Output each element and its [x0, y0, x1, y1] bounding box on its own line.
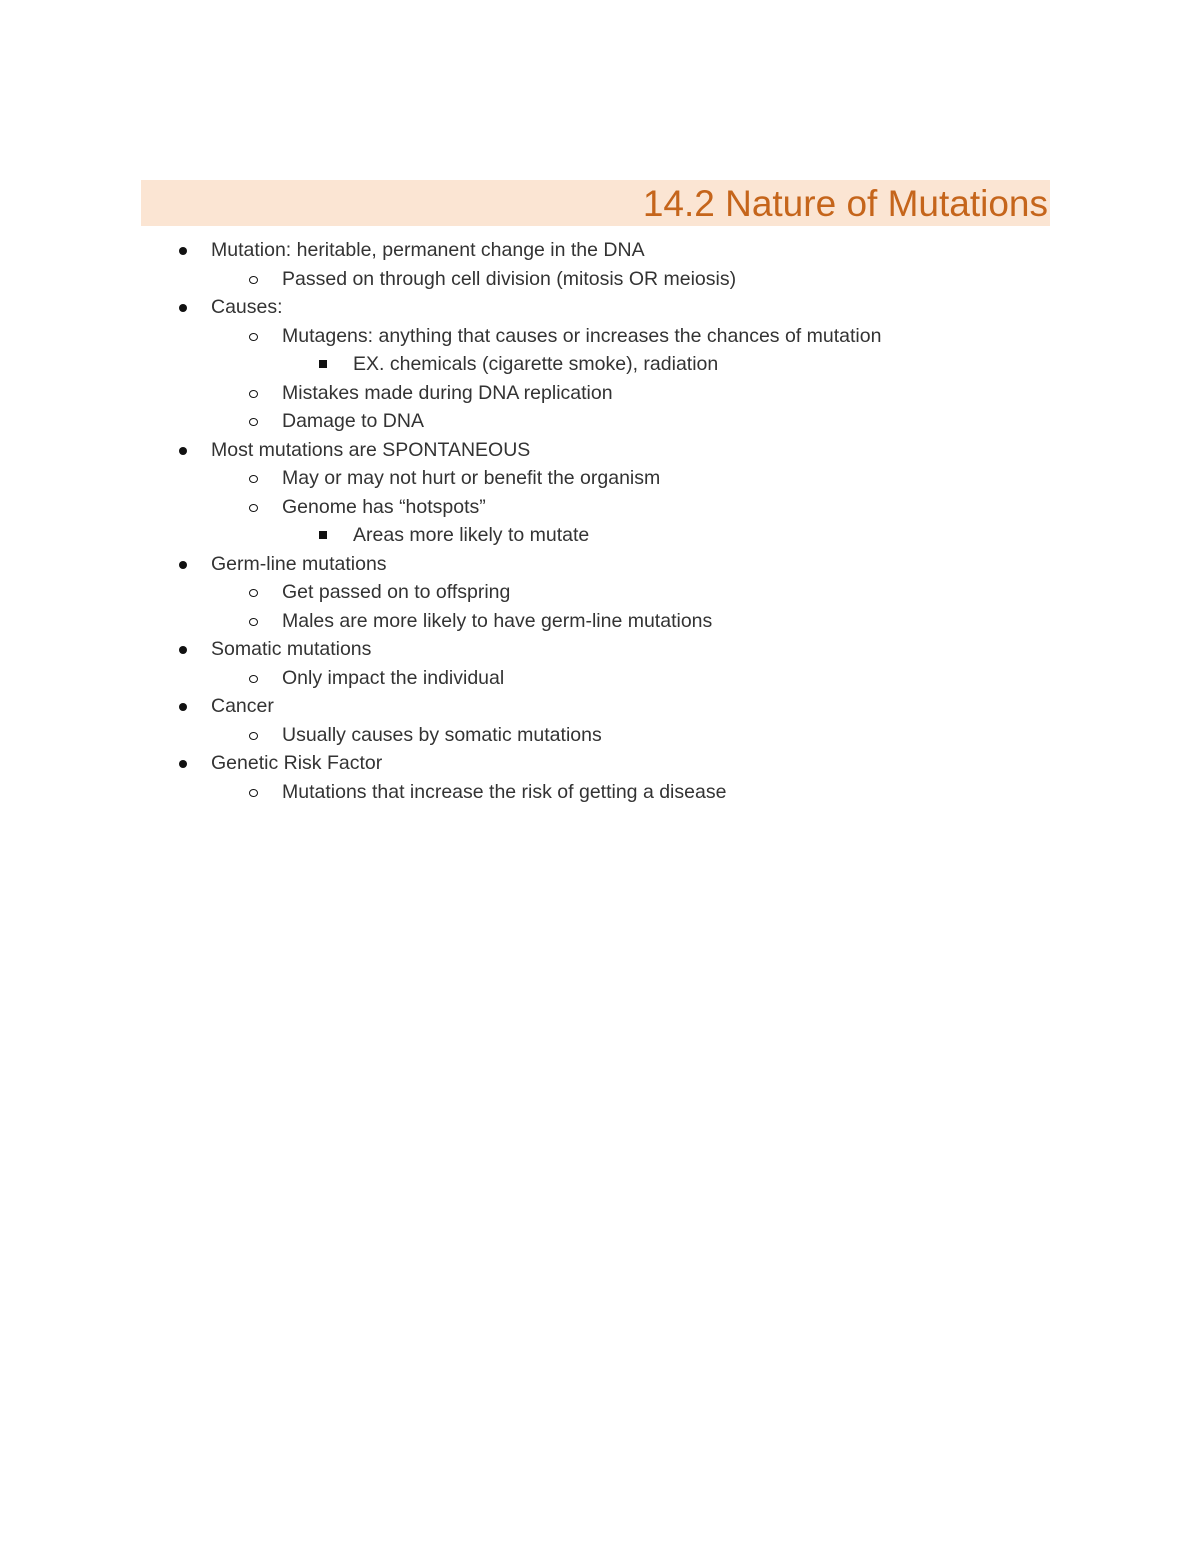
disc-bullet-icon	[179, 447, 187, 455]
list-item-text: Mutations that increase the risk of getting a disease	[282, 780, 727, 803]
list-item-text: Males are more likely to have germ-line mutations	[282, 609, 713, 632]
circle-bullet-icon	[249, 675, 258, 683]
list-item-text: Genome has “hotspots”	[282, 495, 486, 518]
list-item-text: Germ-line mutations	[211, 552, 387, 575]
circle-bullet-icon	[249, 789, 258, 797]
disc-bullet-icon	[179, 646, 187, 654]
list-item	[0, 379, 1200, 408]
list-item	[0, 265, 1200, 294]
list-item-text: Mistakes made during DNA replication	[282, 381, 613, 404]
list-item-text: Passed on through cell division (mitosis OR meiosis)	[282, 267, 737, 290]
list-item-text: Causes:	[211, 296, 283, 318]
list-item-text: EX. chemicals (cigarette smoke), radiation	[353, 353, 719, 375]
circle-bullet-icon	[249, 276, 258, 284]
list-item-text: Usually causes by somatic mutations	[282, 723, 602, 746]
list-item-text: Only impact the individual	[282, 666, 505, 689]
circle-bullet-icon	[249, 390, 258, 398]
list-item-text: Genetic Risk Factor	[211, 752, 383, 774]
list-item	[0, 749, 1200, 778]
disc-bullet-icon	[179, 247, 187, 255]
list-item-text: May or may not hurt or benefit the organism	[282, 467, 661, 489]
list-item-text: Damage to DNA	[282, 410, 424, 432]
square-bullet-icon	[319, 531, 327, 539]
list-item	[0, 322, 1200, 351]
list-item	[0, 293, 1200, 322]
title-highlight	[141, 180, 1050, 226]
list-item	[0, 550, 1200, 579]
disc-bullet-icon	[179, 304, 187, 312]
list-item	[0, 350, 1200, 379]
list-item-text: Get passed on to offspring	[282, 581, 511, 603]
circle-bullet-icon	[249, 418, 258, 426]
circle-bullet-icon	[249, 504, 258, 512]
circle-bullet-icon	[249, 475, 258, 483]
circle-bullet-icon	[249, 618, 258, 626]
circle-bullet-icon	[249, 589, 258, 597]
list-item	[0, 236, 1200, 265]
circle-bullet-icon	[249, 732, 258, 740]
list-item-text: Mutagens: anything that causes or increases the chances of mutation	[282, 324, 882, 347]
list-item-text: Somatic mutations	[211, 638, 372, 660]
list-item	[0, 436, 1200, 465]
list-item-text: Most mutations are SPONTANEOUS	[211, 438, 531, 461]
list-item	[0, 778, 1200, 807]
list-item	[0, 721, 1200, 750]
list-item	[0, 635, 1200, 664]
list-item	[0, 464, 1200, 493]
list-item-text: Cancer	[211, 695, 274, 717]
bullet-list	[0, 236, 1200, 806]
list-item	[0, 521, 1200, 550]
list-item	[0, 578, 1200, 607]
disc-bullet-icon	[179, 561, 187, 569]
list-item-text: Areas more likely to mutate	[353, 524, 590, 546]
list-item-text: Mutation: heritable, permanent change in the DNA	[211, 239, 645, 261]
list-item	[0, 493, 1200, 522]
list-item	[0, 664, 1200, 693]
disc-bullet-icon	[179, 760, 187, 768]
disc-bullet-icon	[179, 703, 187, 711]
list-item	[0, 692, 1200, 721]
page-title: 14.2 Nature of Mutations	[642, 183, 1048, 224]
circle-bullet-icon	[249, 333, 258, 341]
square-bullet-icon	[319, 360, 327, 368]
list-item	[0, 407, 1200, 436]
list-item	[0, 607, 1200, 636]
